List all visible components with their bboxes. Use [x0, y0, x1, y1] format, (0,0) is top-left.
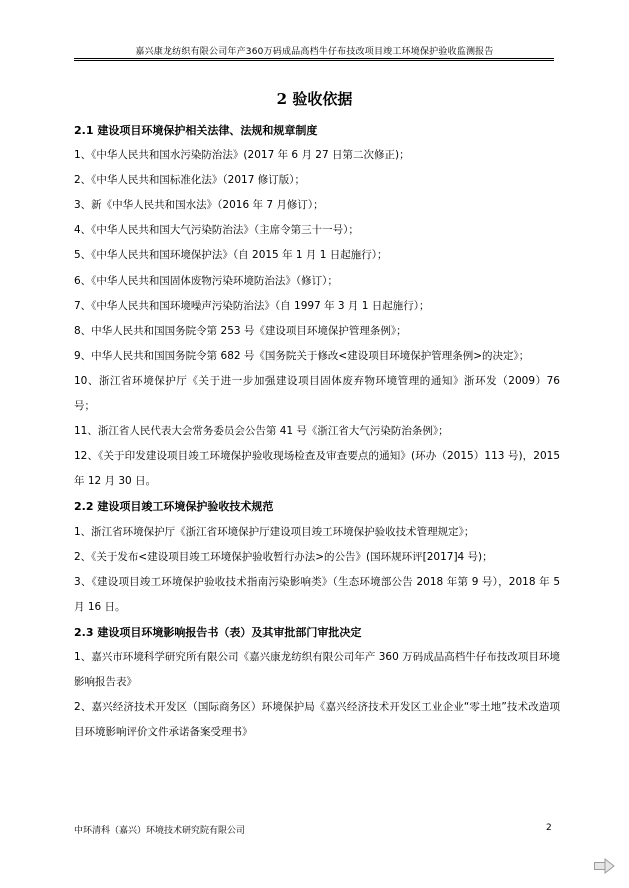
footer-organization: 中环清科（嘉兴）环境技术研究院有限公司	[74, 826, 246, 836]
list-item: 1、《中华人民共和国水污染防治法》(2017 年 6 月 27 日第二次修正)；	[74, 149, 410, 162]
list-item: 1、浙江省环境保护厅《浙江省环境保护厅建设项目竣工环境保护验收技术管理规定》；	[74, 525, 475, 538]
list-item: 3、《建设项目竣工环境保护验收技术指南污染影响类》（生态环境部公告 2018 年第 9 号），2018 年 5 月 16 日。	[74, 575, 560, 613]
header-rule-thin	[74, 60, 554, 61]
list-item: 8、中华人民共和国国务院令第 253 号《建设项目环境保护管理条例》；	[74, 324, 407, 337]
list-item: 2、《中华人民共和国标准化法》（2017 修订版）；	[74, 174, 305, 187]
list-item: 4、《中华人民共和国大气污染防治法》（主席令第三十一号）；	[74, 224, 359, 237]
list-item: 2、嘉兴经济技术开发区（国际商务区）环境保护局《嘉兴经济技术开发区工业企业“零土地”技术改造项目环境影响评价文件承诺备案受理书》	[74, 701, 560, 739]
page-number: 2	[546, 823, 552, 833]
list-item: 5、《中华人民共和国环境保护法》（自 2015 年 1 月 1 日起施行）；	[74, 249, 388, 262]
section-heading: 2.3 建设项目环境影响报告书（表）及其审批部门审批决定	[74, 625, 362, 639]
section-heading: 2.1 建设项目环境保护相关法律、法规和规章制度	[74, 124, 318, 137]
list-item: 10、浙江省环境保护厅《关于进一步加强建设项目固体废弃物环境管理的通知》浙环发（2009）76 号；	[74, 374, 560, 413]
list-item: 9、中华人民共和国国务院令第 682 号《国务院关于修改<建设项目环境保护管理条例>的决定》；	[74, 349, 530, 362]
list-item: 7、《中华人民共和国环境噪声污染防治法》（自 1997 年 3 月 1 日起施行）；	[74, 299, 430, 312]
document-body	[74, 118, 560, 745]
section-heading: 2.2 建设项目竣工环境保护验收技术规范	[74, 500, 274, 514]
list-item: 11、浙江省人民代表大会常务委员会公告第 41 号《浙江省大气污染防治条例》；	[74, 425, 449, 438]
header-rule	[74, 58, 554, 59]
list-item: 3、新《中华人民共和国水法》（2016 年 7 月修订）；	[74, 199, 324, 212]
list-item: 1、嘉兴市环境科学研究所有限公司《嘉兴康龙纺织有限公司年产 360 万码成品高档牛仔布技改项目环境影响报告表》	[74, 650, 560, 689]
chapter-title: 2 验收依据	[276, 90, 353, 108]
list-item: 6、《中华人民共和国固体废物污染环境防治法》（修订）；	[74, 274, 338, 287]
list-item: 12、《关于印发建设项目竣工环境保护验收现场检查及审查要点的通知》(环办（2015）113 号)，2015 年 12 月 30 日。	[74, 450, 560, 488]
list-item: 2、《关于发布<建设项目竣工环境保护验收暂行办法>的公告》(国环规环评[2017]4 号)；	[74, 550, 493, 563]
running-header: 嘉兴康龙纺织有限公司年产360万码成品高档牛仔布技改项目竣工环境保护验收监测报告	[135, 47, 494, 57]
next-page-arrow-icon[interactable]	[594, 858, 616, 874]
